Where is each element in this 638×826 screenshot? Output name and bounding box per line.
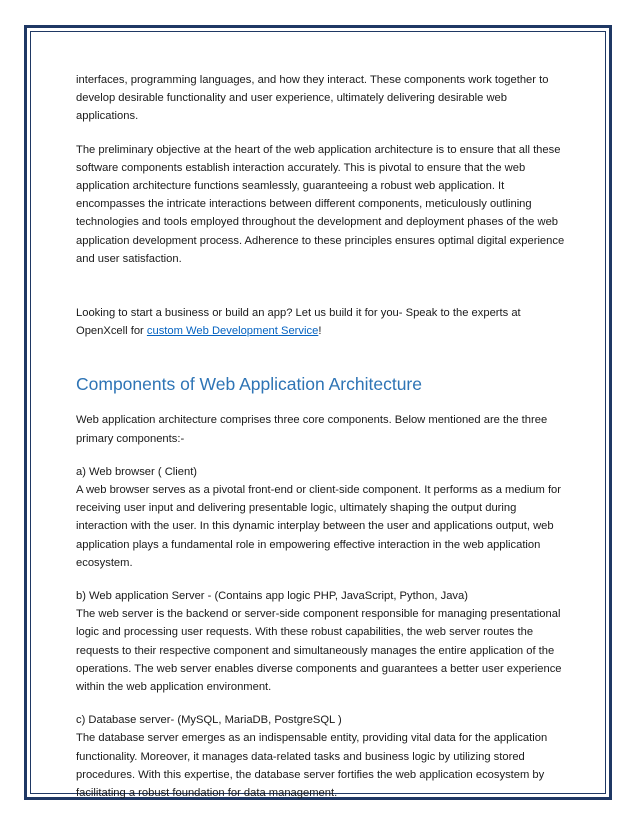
component-body: A web browser serves as a pivotal front-end or client-side component. It performs as a medium for receiving user input and delivering presentable logic, ultimately shaping the output during interaction with the user. In this dynamic interplay between the user and applications output, web application plays a fundamental role in empowering effective interaction in the web application ecosystem. xyxy=(76,484,562,569)
component-body: The web server is the backend or server-side component responsible for managing presentational logic and processing user requests. With these robust capabilities, the web server routes the requests to their respective component and simultaneously manages the entire application of the operations. The web server enables diverse components and guarantees a better user experience within the web application environment. xyxy=(76,608,562,694)
component-title: c) Database server- (MySQL, MariaDB, PostgreSQL ) xyxy=(76,714,342,727)
cta-suffix: ! xyxy=(318,325,322,338)
component-title: b) Web application Server - (Contains app logic PHP, JavaScript, Python, Java) xyxy=(76,590,468,603)
paragraph-cta xyxy=(76,304,570,340)
document-body xyxy=(76,71,570,802)
paragraph-components-intro: Web application architecture comprises three core components. Below mentioned are the three primary components:- xyxy=(76,414,548,445)
paragraph-objective: The preliminary objective at the heart of the web application architecture is to ensure that all these software components establish interaction accurately. This is pivotal to ensure that the web application architecture functions seamlessly, guaranteeing a robust web application. It encompasses the intricate interactions between different components, meticulously outlining technologies and tools employed throughout the development and deployment phases of the web application development process. Adherence to these principles ensures optimal digital experience and user satisfaction. xyxy=(76,143,565,265)
component-title: a) Web browser ( Client) xyxy=(76,465,198,478)
section-heading: Components of Web Application Architecture xyxy=(76,374,422,395)
cta-text: Looking to start a business or build an app? Let us build it for you- Speak to the experts at OpenXcell for xyxy=(76,307,521,338)
component-body: The database server emerges as an indispensable entity, providing vital data for the application functionality. Moreover, it manages data-related tasks and business logic by utilizing stored procedures. With this expertise, the database server fortifies the web application ecosystem by facilitating a robust foundation for data management. xyxy=(76,732,548,800)
paragraph-intro: interfaces, programming languages, and how they interact. These components work together to develop desirable functionality and user experience, ultimately delivering desirable web applications. xyxy=(76,74,549,123)
custom-web-development-service-link[interactable]: custom Web Development Service xyxy=(146,325,319,338)
